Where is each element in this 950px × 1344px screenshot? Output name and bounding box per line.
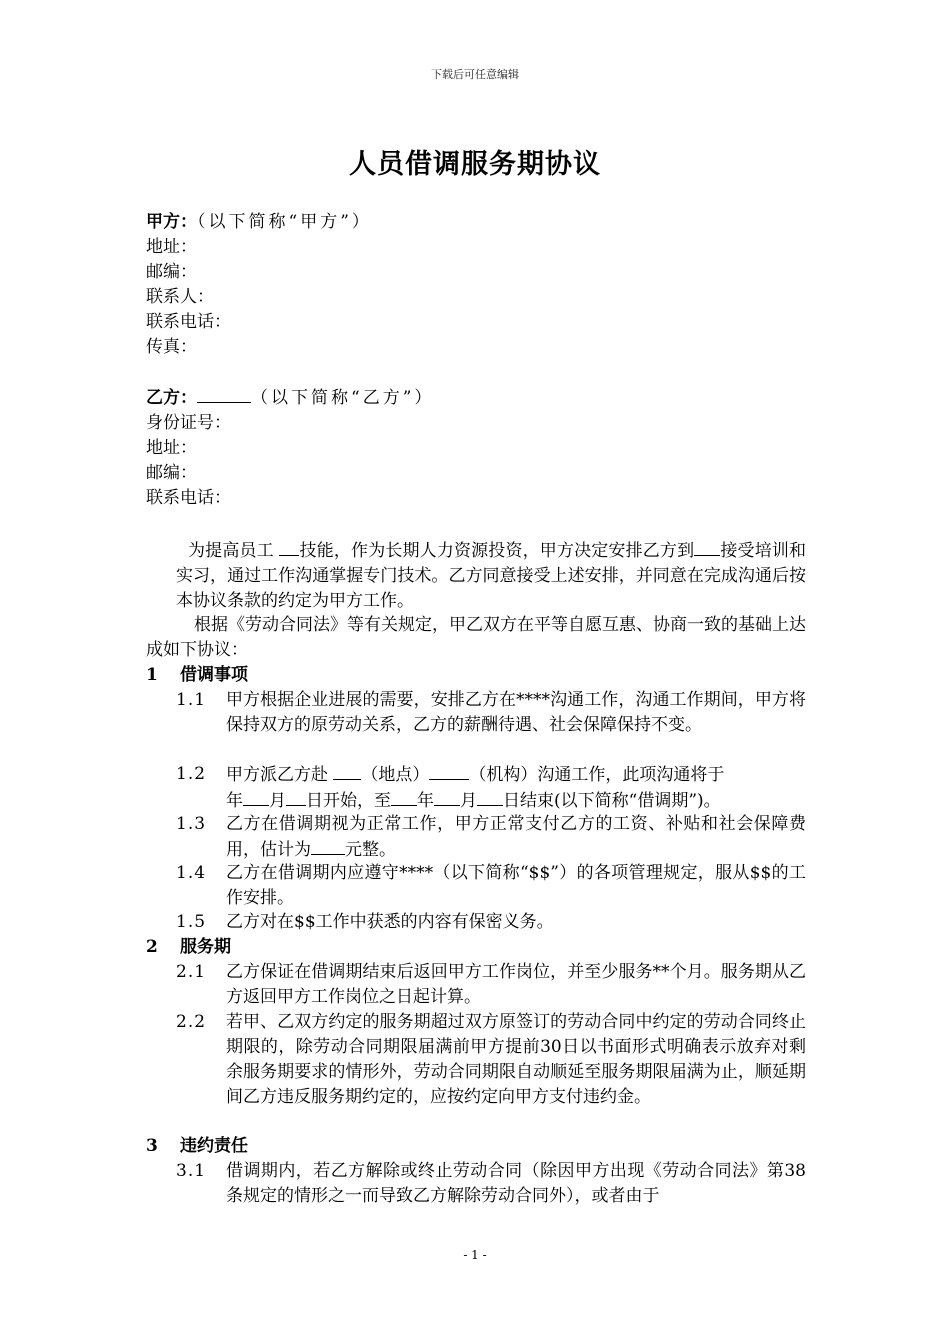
intro-paragraph-2: 根据《劳动合同法》等有关规定，甲乙双方在平等自愿互惠、协商一致的基础上达成如下协议： [146, 615, 806, 660]
clause-text: 甲方根据企业进展的需要，安排乙方在****沟通工作，沟通工作期间，甲方将保持双方的原劳动关系，乙方的薪酬待遇、社会保障保持不变。 [226, 690, 806, 735]
clause-number: 1.5 [176, 912, 207, 932]
blank [279, 538, 299, 556]
blank [477, 788, 503, 806]
clause-2-1 [176, 960, 806, 1010]
party-a-contact: 联系人： [146, 287, 214, 307]
party-a-label: 甲方： [146, 212, 197, 232]
clause-number: 1.4 [176, 863, 207, 883]
clause-1-1 [176, 688, 806, 738]
party-b-alias: （以下简称“乙方”） [251, 388, 435, 408]
party-a-phone: 联系电话： [146, 312, 231, 332]
blank [694, 538, 720, 556]
clause-text: 若甲、乙双方约定的服务期超过双方原签订的劳动合同中约定的劳动合同终止期限的，除劳动合同期限届满前甲方提前30日以书面形式明确表示放弃对剩余服务期要求的情形外，劳动合同期限自动顺延至服务期限届满为止，顺延期间乙方违反服务期约定的，应按约定向甲方支付违约金。 [226, 1012, 806, 1107]
section-number: 3 [146, 1136, 158, 1156]
party-a-postcode: 邮编： [146, 262, 197, 282]
blank [429, 762, 469, 780]
clause-number: 2.1 [176, 962, 207, 982]
party-b-postcode: 邮编： [146, 463, 197, 483]
section-2-heading [146, 935, 231, 960]
clause-number: 3.1 [176, 1161, 207, 1181]
clause-1-2 [176, 762, 806, 814]
text-part: 年 [417, 791, 434, 811]
clause-3-1 [176, 1159, 806, 1209]
text-part: （机构）沟通工作，此项沟通将于 [469, 765, 725, 785]
clause-text: 乙方在借调期内应遵守****（以下简称“$$”）的各项管理规定，服从$$的工作安排。 [226, 863, 806, 908]
party-b-block [146, 385, 434, 511]
blank [434, 788, 460, 806]
text-part: 月 [269, 791, 286, 811]
party-a-block [146, 210, 372, 360]
section-number: 2 [146, 937, 158, 957]
party-b-label: 乙方： [146, 388, 197, 408]
text-part: 日开始，至 [306, 791, 391, 811]
header-note: 下载后可任意编辑 [431, 68, 519, 81]
party-a-alias: （以下简称“甲方”） [197, 212, 372, 232]
party-b-phone: 联系电话： [146, 488, 231, 508]
section-3-heading [146, 1134, 248, 1159]
clause-1-4 [176, 861, 806, 911]
party-b-address: 地址： [146, 438, 197, 458]
text-part: 月 [460, 791, 477, 811]
clause-1-3 [176, 812, 806, 863]
clause-number: 2.2 [176, 1012, 207, 1032]
blank [311, 837, 345, 855]
section-title: 违约责任 [180, 1136, 248, 1156]
intro-text-b: 技能，作为长期人力资源投资，甲方决定安排乙方到 [299, 541, 695, 561]
clause-1-5 [176, 910, 806, 935]
text-part: 日结束(以下简称“借调期”)。 [503, 791, 721, 811]
page-title: 人员借调服务期协议 [349, 149, 601, 180]
clause-2-2 [176, 1010, 806, 1110]
blank [391, 788, 417, 806]
clause-text: 借调期内，若乙方解除或终止劳动合同（除因甲方出现《劳动合同法》第38条规定的情形之一而导致乙方解除劳动合同外），或者由于 [226, 1161, 806, 1206]
clause-text: 乙方保证在借调期结束后返回甲方工作岗位，并至少服务**个月。服务期从乙方返回甲方工作岗位之日起计算。 [226, 962, 806, 1007]
text-part: 乙方在借调期视为正常工作，甲方正常支付乙方的工资、补贴和社会保障费用，估计为 [226, 814, 806, 860]
blank [333, 762, 361, 780]
intro-paragraph-1 [176, 538, 806, 614]
blank [286, 788, 306, 806]
section-title: 借调事项 [180, 665, 248, 685]
section-title: 服务期 [180, 937, 231, 957]
party-b-line [146, 385, 434, 411]
text-part: （地点） [361, 765, 430, 785]
clause-number: 1.2 [176, 764, 207, 784]
clause-text [226, 762, 806, 814]
clause-text: 乙方对在$$工作中获悉的内容有保密义务。 [226, 912, 554, 932]
section-number: 1 [146, 665, 158, 685]
party-a-line [146, 210, 372, 235]
clause-number: 1.1 [176, 690, 207, 710]
intro-text-a: 为提高员工 [188, 541, 274, 561]
page-number: - 1 - [463, 1248, 487, 1262]
text-part: 元整。 [345, 840, 396, 860]
blank [243, 788, 269, 806]
text-part: 甲方派乙方赴 [226, 765, 328, 785]
party-b-id: 身份证号： [146, 413, 231, 433]
section-1-heading [146, 663, 248, 688]
party-b-blank [197, 385, 251, 403]
intro-text-c: 接受培训和实习，通过工作沟通掌握专门技术。乙方同意接受上述安排，并同意在完成沟通后按本协议条款的约定为甲方工作。 [176, 541, 807, 611]
text-part: 年 [226, 791, 243, 811]
clause-number: 1.3 [176, 814, 207, 834]
party-a-address: 地址： [146, 237, 197, 257]
clause-text [226, 812, 806, 863]
party-a-fax: 传真： [146, 337, 197, 357]
